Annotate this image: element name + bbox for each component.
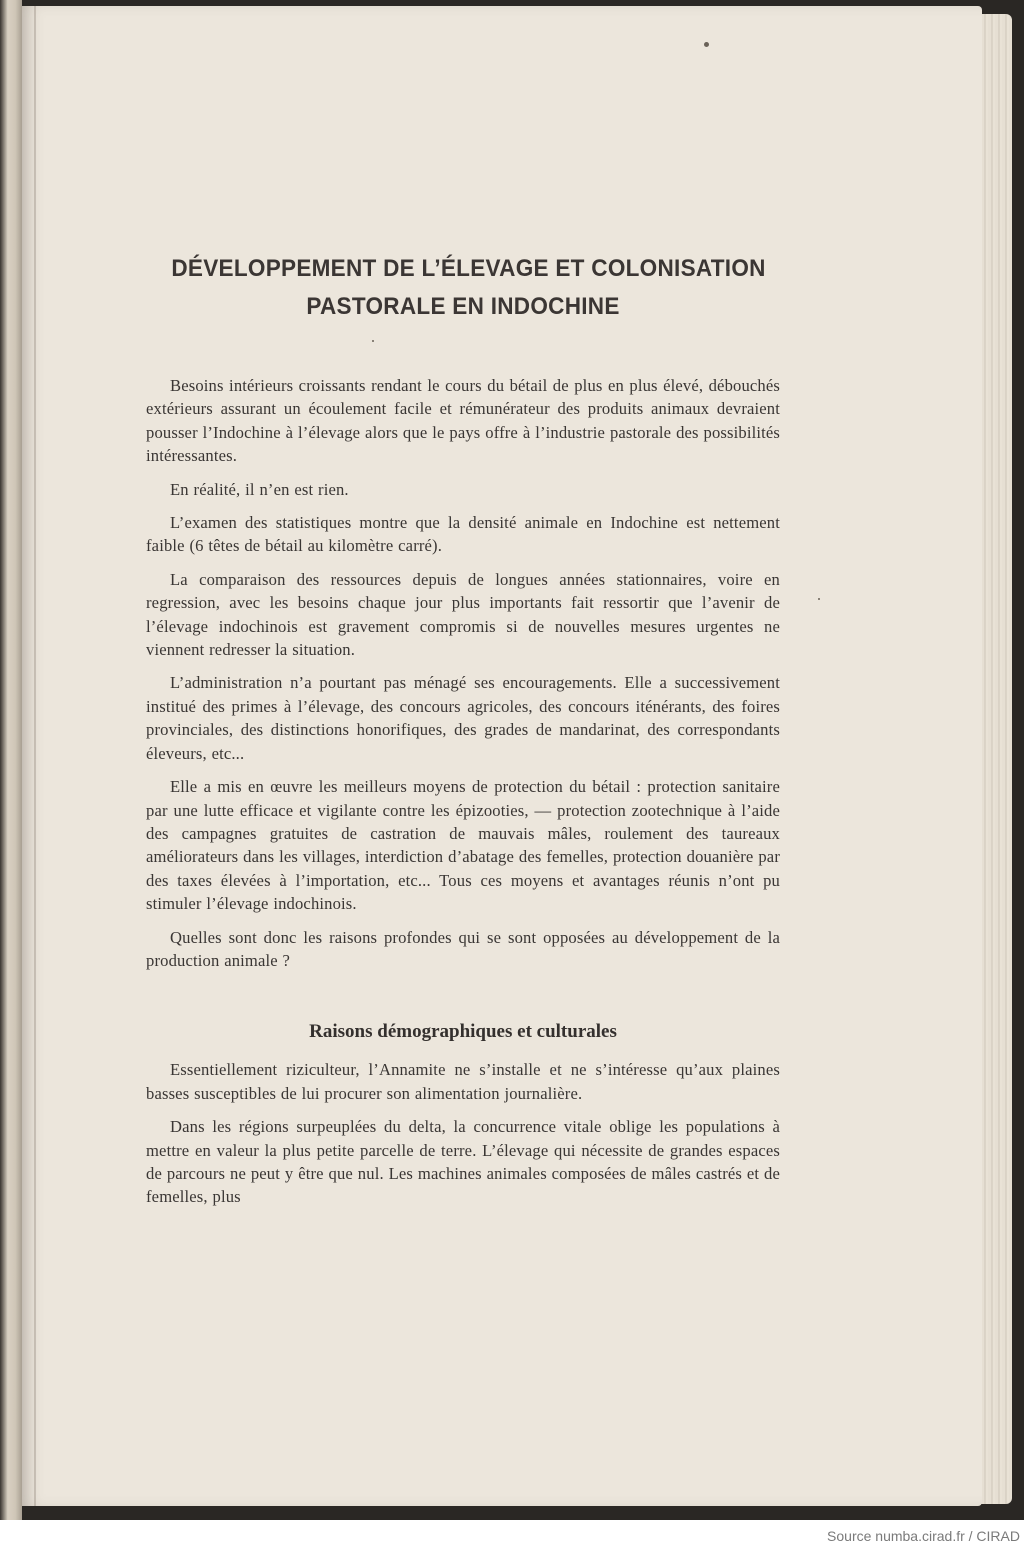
section-heading: Raisons démographiques et culturales	[309, 1021, 617, 1043]
title-line-2: PASTORALE EN INDOCHINE	[306, 293, 620, 320]
title-line-1: DÉVELOPPEMENT DE L’ÉLEVAGE ET COLONISATION	[171, 255, 766, 282]
paper-speck	[704, 42, 709, 47]
paragraph-5: L’administration n’a pourtant pas ménagé ses encouragements. Elle a successivement institué des primes à l’élevage, des concours agricoles, des concours iténérants, des foires provinciales, des distinctions honorifiques, des grades de mandarinat, des correspondants éleveurs, etc...	[146, 673, 780, 763]
paper-speck	[818, 598, 820, 600]
paragraph-1: Besoins intérieurs croissants rendant le cours du bétail de plus en plus élevé, débouchés extérieurs assurant un écoulement facile et rémunérateur des produits animaux devraient pousser l’Indochine à l’élevage alors que le pays offre à l’industrie pastorale des possibilités intéressantes.	[146, 376, 780, 466]
paragraph-4: La comparaison des ressources depuis de longues années stationnaires, voire en regression, avec les besoins chaque jour plus importants fait ressortir que l’avenir de l’élevage indochinois est gravement compromis si de nouvelles mesures urgentes ne viennent redresser la situation.	[146, 569, 780, 660]
gutter-shadow	[34, 6, 36, 1506]
section-paragraph-2: Dans les régions surpeuplées du delta, la concurrence vitale oblige les populations à mettre en valeur la plus petite parcelle de terre. L’élevage qui nécessite de grandes espaces de parcours ne peut y être que nul. Les machines animales composées de mâles castrés et de femelles, plus	[146, 1117, 780, 1207]
section-paragraph-1: Essentiellement riziculteur, l’Annamite ne s’installe et ne s’intéresse qu’aux plaines basses susceptibles de lui procurer son alimentation journalière.	[146, 1060, 780, 1103]
book-spine-edge	[0, 0, 22, 1520]
paragraph-2: En réalité, il n’en est rien.	[170, 479, 349, 499]
source-credit: Source numba.cirad.fr / CIRAD	[827, 1528, 1020, 1544]
document-body	[146, 374, 780, 1209]
paragraph-6: Elle a mis en œuvre les meilleurs moyens de protection du bétail : protection sanitaire par une lutte efficace et vigilante contre les épizooties, — protection zootechnique à l’aide des campagnes gratuites de castration de mauvais mâles, roulement des taureaux améliorateurs dans les villages, interdiction d’abatage des femelles, protection douanière par des taxes élevées à l’importation, etc... Tous ces moyens et avantages réunis n’ont pu stimuler l’élevage indochinois.	[146, 777, 780, 914]
document-title	[171, 250, 766, 326]
document-content	[146, 250, 780, 1219]
paragraph-7: Quelles sont donc les raisons profondes qui se sont opposées au développement de la production animale ?	[146, 927, 780, 970]
paragraph-3: L’examen des statistiques montre que la densité animale en Indochine est nettement faible (6 têtes de bétail au kilomètre carré).	[146, 513, 780, 556]
